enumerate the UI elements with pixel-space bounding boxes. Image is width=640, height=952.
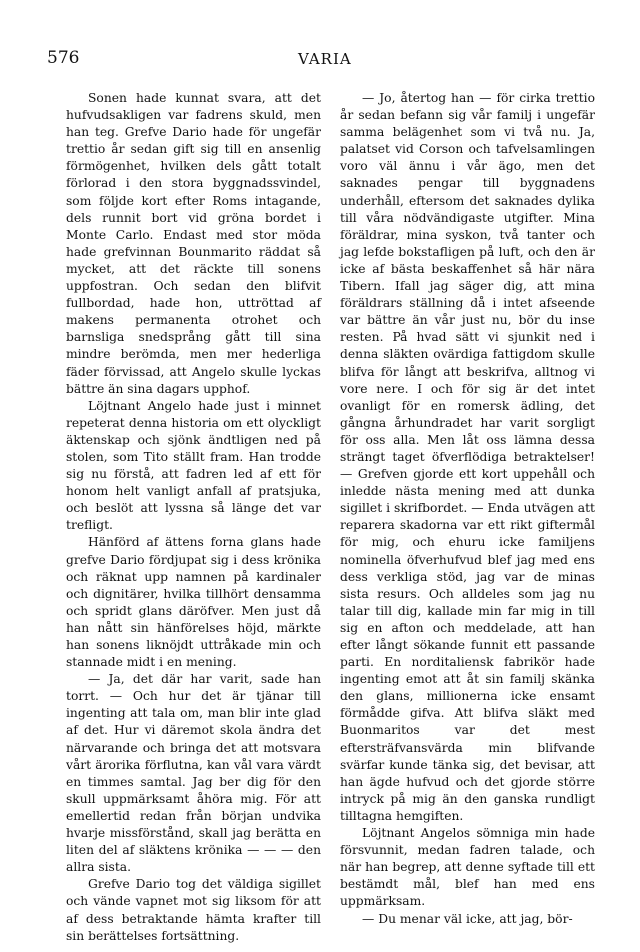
paragraph: Hänförd af ättens forna glans hade grefve Dario fördjupat sig i dess krönika och räknat upp namnen på kardinaler och dignitärer, hvilka tillhört densamma och spridt glans däröfver. Men just då han nått sin hänförelses höjd, märkte han sonens liknöjdt uttråkade min och stannade midt i en mening. [66, 535, 321, 670]
running-title: VARIA [298, 50, 352, 68]
left-column [66, 90, 321, 945]
paragraph: — Du menar väl icke, att jag, bör- [362, 911, 573, 926]
paragraph: — Jo, återtog han — för cirka trettio år sedan befann sig vår familj i ungefär samma belägenhet som vi två nu. Ja, palatset vid Corson och tafvelsamlingen voro väl ännu i vår ägo, men det saknades pengar till byggnadens underhåll, eftersom det saknades dylika till våra nödvändigaste utgifter. Mina föräldrar, mina syskon, två tanter och jag lefde bokstafligen på luft, och den är icke af bästa beskaffenhet så här nära Tibern. Ifall jag säger dig, att mina föräldrars ställning då i intet afseende var bättre än vår just nu, bör du inse resten. På hvad sätt vi sjunkit ned i denna släkten ovärdiga fattigdom skulle blifva för långt att beskrifva, alltnog vi vore nere. I och för sig är det intet ovanligt för en romersk ädling, det gångna århundradet har varit sorgligt för oss alla. Men låt oss lämna dessa strängt taget öfverflödiga betraktelser! — Grefven gjorde ett kort uppehåll och inledde nästa mening med att dunka sigillet i skrifbordet. — Enda utvägen att reparera skadorna var ett rikt giftermål för mig, och ehuru icke familjens nominella öfverhufvud blef jag med ens dess verkliga stöd, jag var de minas sista resurs. Och alldeles som jag nu talar till dig, kallade min far mig in till sig en afton och meddelade, att han efter långt sökande funnit ett passande parti. En norditaliensk fabrikör hade ingenting emot att åt sin familj skänka den glans, millionerna icke ensamt förmådde gifva. Att blifva släkt med Buonmaritos var det mest eftersträfvansvärda min blifvande svärfar kunde tänka sig, det bevisar, att han ägde hufvud och det gjorde större intryck på mig än den ganska rundligt tilltagna hemgiften. [340, 91, 595, 823]
paragraph: Löjtnant Angelos sömniga min hade försvunnit, medan fadren talade, och när han begrep, att denne syftade till ett bestämdt mål, blef han med ens uppmärksam. [340, 826, 595, 909]
paragraph: Löjtnant Angelo hade just i minnet repeterat denna historia om ett olyckligt äktenskap och sjönk ändtligen ned på stolen, som Tito ställt fram. Han trodde sig nu förstå, att fadren led af ett för honom helt vanligt anfall af pratsjuka, och beslöt att lyssna så länge det var trefligt. [66, 398, 321, 533]
page-number: 576 [47, 48, 80, 68]
paragraph: Sonen hade kunnat svara, att det hufvudsakligen var fadrens skuld, men han teg. Grefve Dario hade för ungefär trettio år sedan gift sig till en ansenlig förmögenhet, hvilken dels gått totalt förlorad i den stora byggnadssvindel, som följde kort efter Roms intagande, dels runnit bort vid gröna bordet i Monte Carlo. Endast med stor möda hade grefvinnan Bounmarito räddat så mycket, att det räckte till sonens uppfostran. Och sedan den blifvit fullbordad, hade hon, uttröttad af makens permanenta otrohet och barnsliga snedsprång gått till sina mindre berömda, men mer hederliga fäder förvissad, att Angelo skulle lyckas bättre än sina dagars upphof. [66, 91, 321, 396]
paragraph: — Ja, det där har varit, sade han torrt. — Och hur det är tjänar till ingenting att tala om, man blir inte glad af det. Hur vi däremot skola ändra det närvarande och bringa det att motsvara vårt ärorika förflutna, kan vål vara värdt en timmes samtal. Jag ber dig för den skull uppmärksamt åhöra mig. För att emellertid redan från början undvika hvarje missförstånd, skall jag berätta en liten del af släktens krönika — — — den allra sista. [66, 672, 321, 875]
right-column [340, 90, 595, 928]
paragraph: Grefve Dario tog det väldiga sigillet och vände vapnet mot sig liksom för att af dess betraktande hämta krafter till sin berättelses fortsättning. [66, 877, 321, 943]
